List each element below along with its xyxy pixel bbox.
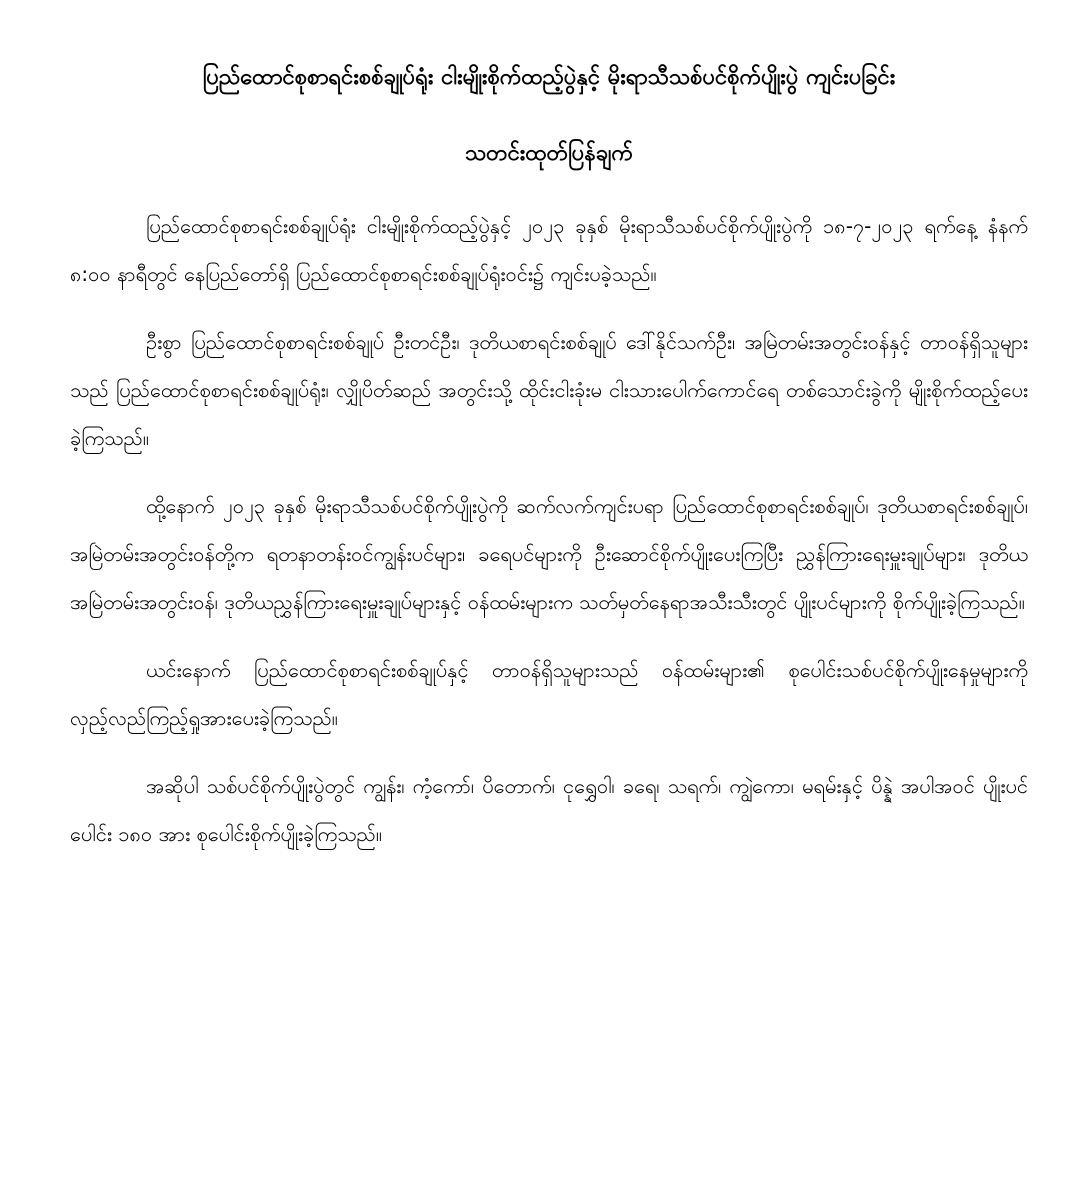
document-subtitle: သတင်းထုတ်ပြန်ချက် (464, 141, 634, 166)
paragraph-5: အဆိုပါ သစ်ပင်စိုက်ပျိုးပွဲတွင် ကျွန်း၊ ကံ့ကော်၊ ပိတောက်၊ ငုရွှေဝါ၊ ခရေ၊ သရက်၊ ကျွဲကော၊ မရမ်းနှင့် ပိန္နဲ အပါအဝင် ပျိုးပင်ပေါင်း ၁၈၀ အား စုပေါင်းစိုက်ပျိုးခဲ့ကြသည်။ (70, 774, 1028, 846)
paragraph-1: ပြည်ထောင်စုစာရင်းစစ်ချုပ်ရုံး ငါးမျိုးစိုက်ထည့်ပွဲနှင့် ၂၀၂၃ ခုနှစ် မိုးရာသီသစ်ပင်စိုက်ပျိုးပွဲကို ၁၈-၇-၂၀၂၃ ရက်နေ့ နံနက် ၈:၀၀ နာရီတွင် နေပြည်တော်ရှိ ပြည်ထောင်စုစာရင်းစစ်ချုပ်ရုံးဝင်း၌ ကျင်းပခဲ့သည်။ (70, 214, 1028, 286)
document-title: ပြည်ထောင်စုစာရင်းစစ်ချုပ်ရုံး ငါးမျိုးစိုက်ထည့်ပွဲနှင့် မိုးရာသီသစ်ပင်စိုက်ပျိုးပွဲ ကျင်းပခြင်း (202, 65, 896, 90)
paragraph-4: ယင်းနောက် ပြည်ထောင်စုစာရင်းစစ်ချုပ်နှင့် တာဝန်ရှိသူများသည် ဝန်ထမ်းများ၏ စုပေါင်းသစ်ပင်စိုက်ပျိုးနေမှုများကို လှည့်လည်ကြည့်ရှုအားပေးခဲ့ကြသည်။ (70, 658, 1028, 730)
document-body (70, 202, 1028, 858)
paragraph-3: ထို့နောက် ၂၀၂၃ ခုနှစ် မိုးရာသီသစ်ပင်စိုက်ပျိုးပွဲကို ဆက်လက်ကျင်းပရာ ပြည်ထောင်စုစာရင်းစစ်ချုပ်၊ ဒုတိယစာရင်းစစ်ချုပ်၊ အမြဲတမ်းအတွင်းဝန်တို့က ရတနာတန်းဝင်ကျွန်းပင်များ၊ ခရေပင်များကို ဦးဆောင်စိုက်ပျိုးပေးကြပြီး ညွှန်ကြားရေးမှူးချုပ်များ၊ ဒုတိယအမြဲတမ်းအတွင်းဝန်၊ ဒုတိယညွှန်ကြားရေးမှူးချုပ်များနှင့် ဝန်ထမ်းများက သတ်မှတ်နေရာအသီးသီးတွင် ပျိုးပင်များကို စိုက်ပျိုးခဲ့ကြသည်။ (70, 494, 1028, 614)
paragraph-2: ဦးစွာ ပြည်ထောင်စုစာရင်းစစ်ချုပ် ဦးတင်ဦး၊ ဒုတိယစာရင်းစစ်ချုပ် ဒေါ်နိုင်သက်ဦး၊ အမြဲတမ်းအတွင်းဝန်နှင့် တာဝန်ရှိသူများသည် ပြည်ထောင်စုစာရင်းစစ်ချုပ်ရုံး၊ လျှိုပိတ်ဆည် အတွင်းသို့ ထိုင်းငါးခုံးမ ငါးသားပေါက်ကောင်ရေ တစ်သောင်းခွဲကို မျိုးစိုက်ထည့်ပေးခဲ့ကြသည်။ (70, 330, 1028, 450)
